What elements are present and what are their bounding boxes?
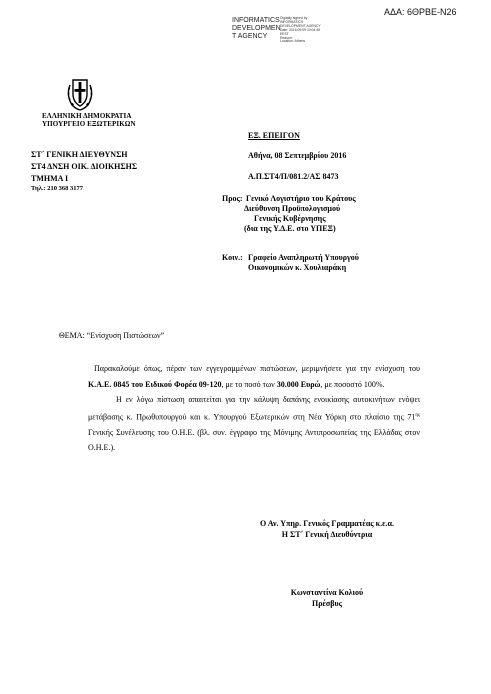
cc-line: Οικονομικών κ. Χουλιαράκη [248, 263, 347, 272]
cc-lines [248, 253, 359, 273]
paragraph-1 [88, 361, 420, 392]
to-label: Προς: [222, 194, 243, 203]
department-line: ΣΤ4 ΔΝΣΗ ΟΙΚ. ΔΙΟΙΚΗΣΗΣ [31, 162, 138, 171]
signature-detail-line: Reason: [280, 35, 293, 40]
subject-text: “Ενίσχυση Πιστώσεων” [86, 331, 165, 340]
signature-detail-line: DEVELOPMENT AGENCY [280, 23, 321, 28]
recipient-line: (δια της Υ.Δ.Ε. στο ΥΠΕΞ) [244, 224, 336, 233]
signature-detail-line: Location: Athens [280, 39, 306, 44]
signature-detail-line: Digitally signed by [280, 16, 308, 20]
department-line: ΤΜΗΜΑ Ι [31, 174, 69, 183]
recipient-line: Γενικό Λογιστήριο του Κράτους [246, 194, 356, 203]
signature-detail-line: EEST [280, 31, 289, 36]
cc-line: Γραφείο Αναπληρωτή Υπουργού [248, 253, 359, 262]
signatory-title: Πρέσβυς [311, 599, 342, 608]
urgency-label: ΕΞ. ΕΠΕΙΓΟΝ [248, 131, 300, 140]
recipient-line: Γενικής Κυβέρνησης [254, 214, 326, 223]
ministry-name: ΥΠΟΥΡΓΕΙΟ ΕΞΩΤΕΡΙΚΩΝ [42, 120, 136, 128]
signoff-block [232, 518, 422, 540]
signature-org-line: DEVELOPMEN [232, 25, 281, 32]
paragraph-2 [88, 392, 420, 456]
signatory-name: Κωνσταντίνα Κολιού [290, 588, 364, 597]
paragraph-text: Παρακαλούμε όπως, πέραν των εγγεγραμμένων πιστώσεων, μεριμνήσετε για την ενίσχυση του [94, 364, 420, 373]
paragraph-text: , με το ποσό των [221, 379, 277, 389]
amount: 30.000 Ευρώ [276, 379, 321, 389]
recipient-line: Διεύθυνση Προϋπολογισμού [244, 204, 341, 213]
budget-code: Κ.Α.Ε. 0845 του Ειδικού Φορέα 09-120 [88, 379, 222, 389]
to-lines [246, 194, 356, 234]
signature-org-line: INFORMATICS [232, 17, 280, 24]
document-date: Αθήνα, 08 Σεπτεμβρίου 2016 [248, 151, 347, 160]
letter-body [88, 361, 420, 456]
telephone: Τηλ.: 210 368 3177 [31, 185, 84, 192]
ordinal-suffix: ης [415, 412, 420, 418]
paragraph-text: Η εν λόγω πίστωση απαιτείται για την κάλυψη δαπάνης ενοικίασης αυτοκινήτων ενόψει μετάβασης κ. Πρωθυπουργού και κ. Υπουργού Εξωτερικών στη Νέα Υόρκη στο πλαίσιο της 71 [88, 395, 420, 422]
paragraph-text: Γενικής Συνέλευσης του Ο.Η.Ε. (βλ. συν. έγγραφο της Μόνιμης Αντιπροσωπείας της Ελλάδας στον Ο.Η.Ε.). [88, 427, 420, 453]
protocol-number: Α.Π.ΣΤ4/Π/081.2/ΑΣ 8473 [248, 172, 339, 181]
state-name: ΕΛΛΗΝΙΚΗ ΔΗΜΟΚΡΑΤΙΑ [42, 112, 132, 120]
signatory [262, 587, 392, 609]
signature-detail-line: INFORMATICS [280, 19, 304, 24]
paragraph-text: , με ποσοστό 100%. [320, 379, 385, 389]
greek-coat-of-arms-icon [65, 77, 95, 111]
signoff-role: Ο Αν. Υπηρ. Γενικός Γραμματέας κ.ε.α. [259, 519, 394, 528]
signature-detail-line: Date: 2016.09.09 10:04:45 [280, 27, 321, 32]
signature-details [280, 17, 321, 44]
department-line: ΣΤ΄ ΓΕΝΙΚΗ ΔΙΕΥΘΥΝΣΗ [31, 150, 128, 159]
subject [59, 331, 164, 340]
ada-code: ΑΔΑ: 6ΘΡΒΕ-Ν26 [384, 7, 457, 17]
signature-org-line: T AGENCY [232, 33, 268, 40]
subject-label: ΘΕΜΑ: [59, 331, 85, 340]
cc-label: Κοιν.: [222, 253, 243, 262]
digital-signature-stamp [232, 17, 332, 47]
signoff-department: Η ΣΤ΄ Γενική Διευθύντρια [281, 530, 373, 539]
